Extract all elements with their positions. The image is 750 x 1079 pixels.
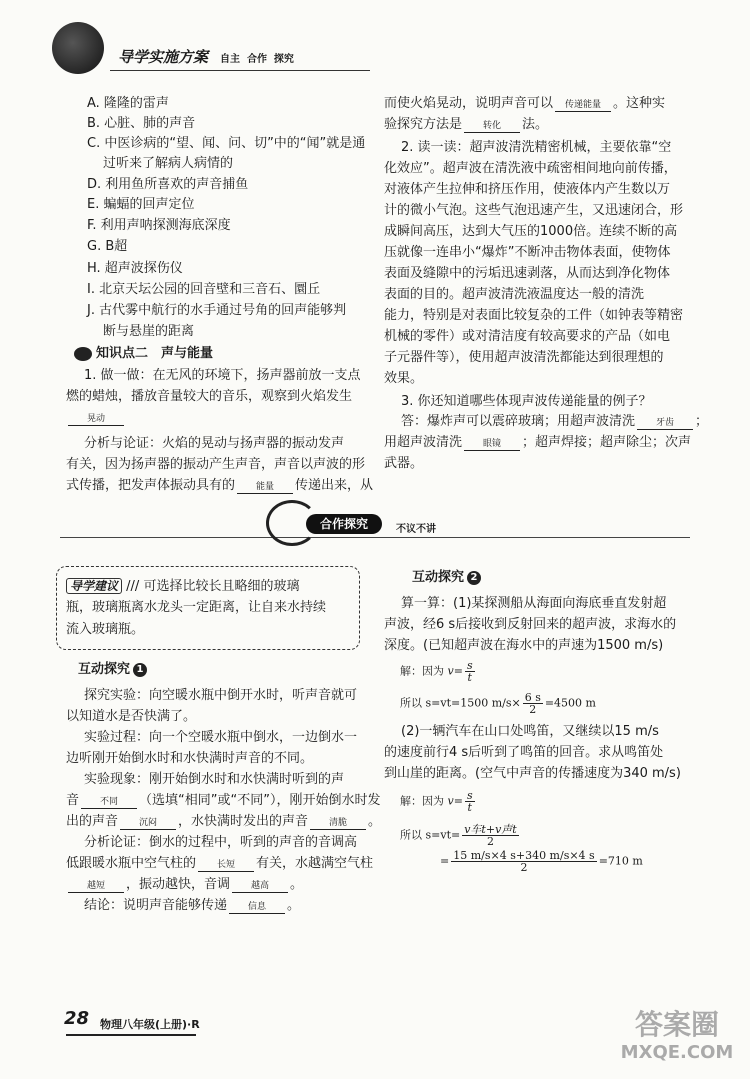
solution2-den: t [467, 801, 472, 814]
do-it-line2: 燃的蜡烛，播放音量较大的音乐，观察到火焰发生 [66, 389, 353, 404]
inquiry1-number: 1 [133, 663, 147, 677]
solution1b-end: =4500 m [544, 696, 596, 710]
read-line: 表面及缝隙中的污垢迅速剥落，从而达到净化物体 [384, 266, 671, 281]
inquiry1-line: 实验过程：向一个空暖水瓶中倒水，一边倒水一 [84, 730, 358, 745]
answer-3-line3: 武器。 [384, 456, 424, 471]
option-f: F. 利用声呐探测海底深度 [87, 218, 231, 233]
answer-teeth: 牙齿 [637, 417, 693, 430]
inquiry1-line10 [66, 877, 303, 893]
header-rule [110, 70, 370, 71]
header-title: 导学实施方案 [118, 48, 209, 66]
read-line: 能力，特别是对表面比较复杂的工件（如钟表等精密 [384, 308, 684, 323]
inquiry1-line6-text: 音 [66, 793, 80, 808]
option-e: E. 蝙蝠的回声定位 [87, 197, 195, 212]
solution1-eq: = [453, 664, 463, 678]
solution2c-end: =710 m [598, 854, 643, 868]
answer-3-line2-end: ；超声焊接；超声除尘；次声 [522, 435, 692, 450]
tip-text-1: 可选择比较长且略细的玻璃 [143, 579, 300, 594]
option-a: A. 隆隆的雷声 [87, 96, 169, 111]
right-line1-end: 。这种实 [613, 96, 666, 111]
answer-higher: 越高 [232, 880, 288, 893]
answer-energy: 能量 [237, 481, 293, 494]
right-line2-end: 法。 [522, 117, 549, 132]
right-line2 [384, 117, 548, 133]
answer-transmit: 传递能量 [555, 99, 611, 112]
analysis-line3-end: 传递出来，从 [295, 478, 374, 493]
inquiry1-line10-end: 。 [290, 877, 304, 892]
inquiry1-line11 [84, 898, 300, 914]
right-line1-text: 而使火焰晃动，说明声音可以 [384, 96, 554, 111]
banner-rule [60, 537, 690, 538]
watermark-text-2: MXQE.COM [620, 1042, 734, 1063]
solution2c-num: 15 m/s×4 s+340 m/s×4 s [453, 849, 595, 862]
solution2b-main: s=vt= [425, 828, 461, 842]
inquiry1-line: 实验现象：刚开始倒水时和水快满时听到的声 [84, 772, 345, 787]
answer-method: 转化 [464, 120, 520, 133]
option-g: G. B超 [87, 239, 128, 254]
solution1-result [400, 692, 596, 715]
answer-3-text: 答：爆炸声可以震碎玻璃；用超声波清洗 [401, 414, 636, 429]
solution1b-main: s=vt=1500 m/s× [425, 696, 521, 710]
read-line: 计的微小气泡。这些气泡迅速产生，又迅速闭合，形 [384, 203, 684, 218]
read-line: 机械的零件）或对清洁度有较高要求的产品（如电 [384, 329, 671, 344]
option-j: J. 古代雾中航行的水手通过号角的回声能够判 [87, 303, 347, 318]
option-h: H. 超声波探伤仪 [87, 261, 183, 276]
inquiry1-line9 [66, 856, 373, 872]
solution2b-den: 2 [486, 835, 494, 848]
solution2c-fraction [451, 850, 596, 873]
solution1-fraction [465, 660, 475, 683]
section-title-text: 知识点二 声与能量 [96, 346, 214, 361]
solution1-var: v [447, 664, 454, 678]
section-title-2 [74, 346, 213, 362]
solution2-var: v [447, 794, 454, 808]
header-subtitle: 自主 合作 探究 [220, 54, 294, 65]
solution2c-eq: = [440, 854, 450, 868]
inquiry1-line: 边听刚开始倒水时和水快满时声音的不同。 [66, 751, 314, 766]
answer-3-sep: ； [695, 414, 709, 429]
inquiry1-line11-text: 结论：说明声音能够传递 [84, 898, 228, 913]
solution1-formula [400, 660, 477, 683]
inquiry2-p2: (2)一辆汽车在山口处鸣笛，又继续以15 m/s [401, 724, 659, 739]
read-line: 对液体产生拉伸和挤压作用，使液体内产生数以万 [384, 182, 671, 197]
solution1-den: t [467, 671, 472, 684]
watermark-logo [612, 1008, 742, 1064]
answer-length: 长短 [198, 859, 254, 872]
inquiry1-line7-text: 出的声音 [66, 814, 119, 829]
right-line1 [384, 96, 665, 112]
inquiry1-line9-end: 有关，水越满空气柱 [256, 856, 374, 871]
solution1b-den: 2 [529, 703, 537, 716]
answer-3-line1 [401, 414, 708, 430]
answer-shorter: 越短 [68, 880, 124, 893]
tip-line2: 瓶，玻璃瓶离水龙头一定距离，让自来水持续 [66, 600, 327, 615]
inquiry2-p2: 的速度前行4 s后听到了鸣笛的回音。求从鸣笛处 [384, 745, 664, 760]
answer-flame: 晃动 [68, 413, 124, 426]
solution2c-den: 2 [520, 861, 528, 874]
footer-rule [66, 1034, 196, 1036]
option-j-cont: 断与悬崖的距离 [103, 324, 195, 339]
read-line: 效果。 [384, 371, 424, 386]
read-line: 子元器件等），使用超声波清洗都能达到很理想的 [384, 350, 664, 365]
read-line: 2. 读一读：超声波清洗精密机械，主要依靠“空 [401, 140, 672, 155]
inquiry2-p1: 声波，经6 s后接收到反射回来的超声波，求海水的 [384, 617, 677, 632]
inquiry1-title-text: 互动探究 [78, 662, 131, 677]
inquiry2-title [412, 570, 481, 586]
answer-glasses: 眼镜 [464, 438, 520, 451]
option-c-cont: 过听来了解病人病情的 [103, 156, 234, 171]
solution2-result [440, 850, 643, 873]
page-number: 28 [64, 1008, 90, 1029]
watermark-text-1: 答案圈 [634, 1008, 719, 1041]
inquiry2-number: 2 [467, 571, 481, 585]
read-line: 化效应”。超声波在清洗液中疏密相间地向前传播， [384, 161, 677, 176]
tip-line3: 流入玻璃瓶。 [66, 622, 145, 637]
option-i: I. 北京天坛公园的回音壁和三音石、圜丘 [87, 282, 321, 297]
analysis-line2: 有关，因为扬声器的振动产生声音，声音以声波的形 [66, 457, 366, 472]
inquiry2-p1: 深度。(已知超声波在海水中的声速为1500 m/s) [384, 638, 664, 653]
solution1b-fraction [523, 692, 543, 715]
inquiry1-line8: 分析论证：倒水的过程中，听到的声音的音调高 [84, 835, 358, 850]
inquiry1-line10-text: ，振动越快，音调 [126, 877, 231, 892]
right-line2-text: 验探究方法是 [384, 117, 463, 132]
option-c: C. 中医诊病的“望、闻、问、切”中的“闻”就是通 [87, 136, 366, 151]
solution1b-num: 6 s [524, 691, 541, 704]
answer-information: 信息 [229, 901, 285, 914]
inquiry2-p1: 算一算：(1)某探测船从海面向海底垂直发射超 [401, 596, 667, 611]
inquiry1-line11-end: 。 [287, 898, 301, 913]
solution2b-num: v车t+v声t [464, 823, 517, 836]
option-d: D. 利用鱼所喜欢的声音捕鱼 [87, 177, 249, 192]
solution2-num: s [466, 789, 473, 802]
solution2-formula [400, 790, 477, 813]
header-mascot-icon [52, 22, 104, 74]
solution1b-prefix: 所以 [400, 696, 422, 710]
inquiry1-line6 [66, 793, 380, 809]
do-it-line1: 1. 做一做：在无风的环境下，扬声器前放一支点 [84, 368, 361, 383]
banner-title: 合作探究 [306, 514, 382, 534]
solution2-eq: = [453, 794, 463, 808]
tip-label: 导学建议 [66, 578, 122, 594]
inquiry2-title-text: 互动探究 [412, 570, 465, 585]
inquiry1-line7-mid: ，水快满时发出的声音 [178, 814, 309, 829]
inquiry1-title [78, 662, 147, 678]
answer-crisp: 清脆 [310, 817, 366, 830]
banner-tag: 不议不讲 [396, 524, 436, 535]
solution2b-prefix: 所以 [400, 828, 422, 842]
read-line: 成瞬间高压，达到大气压的1000倍。连续不断的高 [384, 224, 678, 239]
analysis-line1: 分析与论证：火焰的晃动与扬声器的振动发声 [84, 436, 345, 451]
inquiry1-line: 探究实验：向空暖水瓶中倒开水时，听声音就可 [84, 688, 358, 703]
do-it-line3 [66, 410, 126, 426]
solution2-fraction [465, 790, 475, 813]
answer-3-line2-text: 用超声波清洗 [384, 435, 463, 450]
answer-3-line2 [384, 435, 691, 451]
inquiry2-p2: 到山崖的距离。(空气中声音的传播速度为340 m/s) [384, 766, 681, 781]
read-line: 压就像一连串小“爆炸”不断冲击物体表面，使物体 [384, 245, 671, 260]
tip-line1 [66, 578, 299, 595]
solution2-prefix: 解：因为 [400, 794, 444, 808]
inquiry1-line7-end: 。 [368, 814, 382, 829]
answer-deep: 沉闷 [120, 817, 176, 830]
answer-different: 不同 [81, 796, 137, 809]
book-title: 物理八年级(上册)·R [100, 1018, 200, 1031]
inquiry1-line: 以知道水是否快满了。 [66, 709, 197, 724]
option-b: B. 心脏、肺的声音 [87, 116, 196, 131]
section-icon [74, 347, 92, 361]
read-line: 表面的目的。超声波清洗液温度达一般的清洗 [384, 287, 645, 302]
tip-slashes: /// [126, 579, 140, 594]
solution1-prefix: 解：因为 [400, 664, 444, 678]
solution2b-fraction [462, 824, 519, 847]
inquiry1-line7 [66, 814, 381, 830]
inquiry1-line6-end: （选填“相同”或“不同”），刚开始倒水时发 [139, 793, 381, 808]
solution2-step [400, 824, 521, 847]
solution1-num: s [466, 659, 473, 672]
analysis-line3-text: 式传播，把发声体振动具有的 [66, 478, 236, 493]
analysis-line3 [66, 478, 373, 494]
inquiry1-line9-text: 低跟暖水瓶中空气柱的 [66, 856, 197, 871]
question-3: 3. 你还知道哪些体现声波传递能量的例子？ [401, 394, 652, 409]
